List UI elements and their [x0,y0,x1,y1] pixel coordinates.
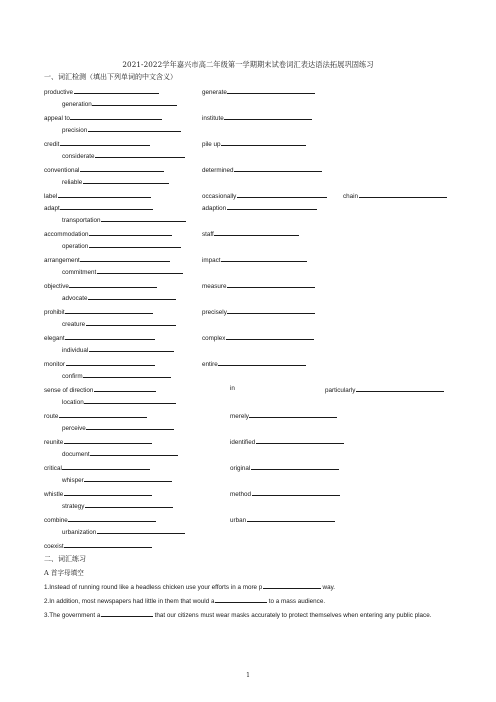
answer-blank[interactable] [80,254,170,262]
answer-blank[interactable] [65,306,153,314]
answer-blank[interactable] [80,164,164,172]
answer-blank[interactable] [83,370,171,378]
answer-blank[interactable] [101,609,153,617]
word-item: identified [230,436,344,448]
word-item: whistle [44,488,152,500]
answer-blank[interactable] [256,436,344,444]
word-item: measure [202,280,315,292]
word-item: reunite [44,436,152,448]
answer-blank[interactable] [59,410,147,418]
word-row [0,318,496,330]
word-item: precisely [202,306,315,318]
word-item: coexist [44,540,152,552]
word-item: productive [44,86,159,98]
word-item: whisper [62,474,172,486]
answer-blank[interactable] [84,396,176,404]
word-item: generation [62,98,177,110]
word-item: generate [202,86,315,98]
word-item: complex [202,332,314,344]
answer-blank[interactable] [64,540,152,548]
word-row [0,488,496,500]
word-item: objective [44,280,157,292]
word-item: elegant [44,332,155,344]
word-item: original [230,462,339,474]
word-item: accommodation [44,228,172,240]
word-item: document [62,448,178,460]
word-row [0,396,496,408]
word-item: urbanization [62,526,185,538]
word-row [0,306,496,318]
section-heading-vocabulary-check: 一、词汇检测（填出下列单词的中文含义） [44,73,177,81]
answer-blank[interactable] [249,410,337,418]
answer-blank[interactable] [97,266,183,274]
word-item: transportation [62,214,186,226]
answer-blank[interactable] [88,292,176,300]
word-row [0,500,496,512]
word-item: staff [202,228,299,240]
answer-blank[interactable] [84,474,172,482]
word-item: determined [202,164,322,176]
word-item: commitment [62,266,183,278]
word-row [0,474,496,486]
word-row [0,292,496,304]
answer-blank[interactable] [218,358,306,366]
word-item: critical [44,462,150,474]
answer-blank[interactable] [226,332,314,340]
subsection-heading-initial-letter: A 首字母填空 [44,569,84,577]
answer-blank[interactable] [356,384,444,392]
word-row [0,422,496,434]
answer-blank[interactable] [92,98,177,106]
exercise-sentence-3: 3.The government a that our citizens must wear masks accurately to protect themselves when entering any public place. [44,609,454,621]
word-item: monitor [44,358,155,370]
answer-blank[interactable] [66,358,155,366]
word-item: advocate [62,292,176,304]
word-item: considerate [62,150,185,162]
answer-blank[interactable] [221,254,307,262]
word-row [0,150,496,162]
word-item: location [62,396,176,408]
answer-blank[interactable] [60,202,153,210]
word-item: confirm [62,370,171,382]
word-row [0,202,496,214]
word-item: arrangement [44,254,170,266]
answer-blank[interactable] [60,138,150,146]
word-row [0,112,496,124]
answer-blank[interactable] [227,280,315,288]
word-row [0,280,496,292]
word-row [0,526,496,538]
word-item: combine [44,514,156,526]
answer-blank[interactable] [70,112,162,120]
answer-blank[interactable] [214,228,299,236]
answer-blank[interactable] [85,500,173,508]
answer-blank[interactable] [74,86,159,94]
word-item: method [230,488,340,500]
word-item: adapt [44,202,153,214]
word-item: impact [202,254,307,266]
word-row [0,358,496,370]
word-row [0,410,496,422]
answer-blank[interactable] [86,422,174,430]
answer-blank[interactable] [251,462,339,470]
answer-blank[interactable] [221,138,306,146]
word-item: route [44,410,147,422]
answer-blank[interactable] [359,190,447,198]
word-row [0,344,496,356]
answer-blank[interactable] [68,514,156,522]
answer-blank[interactable] [97,526,185,534]
word-row [0,228,496,240]
word-item: institute [202,112,312,124]
answer-blank[interactable] [89,228,172,236]
word-item: conventional [44,164,164,176]
word-item: reliable [62,176,169,188]
word-row [0,332,496,344]
page-number: 1 [246,672,250,679]
word-row [0,254,496,266]
answer-blank[interactable] [215,595,267,603]
answer-blank[interactable] [69,280,157,288]
word-item: label [44,190,151,202]
word-item: creature [62,318,176,330]
word-row [0,540,496,552]
answer-blank[interactable] [247,514,335,522]
section-heading-vocabulary-practice: 二、词汇练习 [44,555,86,563]
answer-blank[interactable] [89,240,181,248]
word-row [0,176,496,188]
word-row [0,266,496,278]
answer-blank[interactable] [94,384,156,392]
word-row [0,384,496,396]
word-row [0,214,496,226]
word-row [0,98,496,110]
word-item: precision [62,124,181,136]
word-item: operation [62,240,181,252]
answer-blank[interactable] [58,190,151,198]
answer-blank[interactable] [95,150,185,158]
answer-blank[interactable] [88,124,181,132]
word-item: perceive [62,422,174,434]
answer-blank[interactable] [227,86,315,94]
word-row [0,86,496,98]
answer-blank[interactable] [227,306,315,314]
answer-blank[interactable] [64,488,152,496]
word-row [0,138,496,150]
word-item: entire [202,358,306,370]
word-item: occasionally [202,190,327,202]
answer-blank[interactable] [86,318,176,326]
word-item: sense of direction [44,384,156,396]
word-item: prohibit [44,306,153,318]
word-item: chain [343,190,447,202]
word-item: individual [62,344,174,356]
word-row [0,240,496,252]
answer-blank[interactable] [83,176,169,184]
answer-blank[interactable] [263,581,321,589]
answer-blank[interactable] [101,214,186,222]
word-row [0,436,496,448]
exercise-sentence-2: 2.In addition, most newspapers had little in them that would a to a mass audience. [44,595,454,607]
word-row [0,462,496,474]
exercise-sentence-1: 1.Instead of running round like a headless chicken use your efforts in a more p way. [44,581,454,593]
word-item: appeal to [44,112,162,124]
word-row [0,190,496,202]
word-row [0,370,496,382]
answer-blank[interactable] [227,202,317,210]
answer-blank[interactable] [90,448,178,456]
answer-blank[interactable] [89,344,174,352]
answer-blank[interactable] [62,462,150,470]
word-item: in [230,385,235,392]
word-item: particularly [325,384,444,396]
word-row [0,448,496,460]
answer-blank[interactable] [65,332,155,340]
answer-blank[interactable] [64,436,152,444]
word-row [0,124,496,136]
page-title: 2021-2022学年嘉兴市高二年级第一学期期末试卷词汇表达语法拓展巩固练习 [122,60,374,69]
answer-blank[interactable] [252,488,340,496]
answer-blank[interactable] [224,112,312,120]
word-item: adaption [202,202,317,214]
word-item: strategy [62,500,173,512]
word-item: pile up [202,138,306,150]
answer-blank[interactable] [234,164,322,172]
word-item: urban [230,514,335,526]
word-row [0,164,496,176]
word-item: credit [44,138,150,150]
word-row [0,514,496,526]
answer-blank[interactable] [237,190,327,198]
word-item: merely [230,410,337,422]
